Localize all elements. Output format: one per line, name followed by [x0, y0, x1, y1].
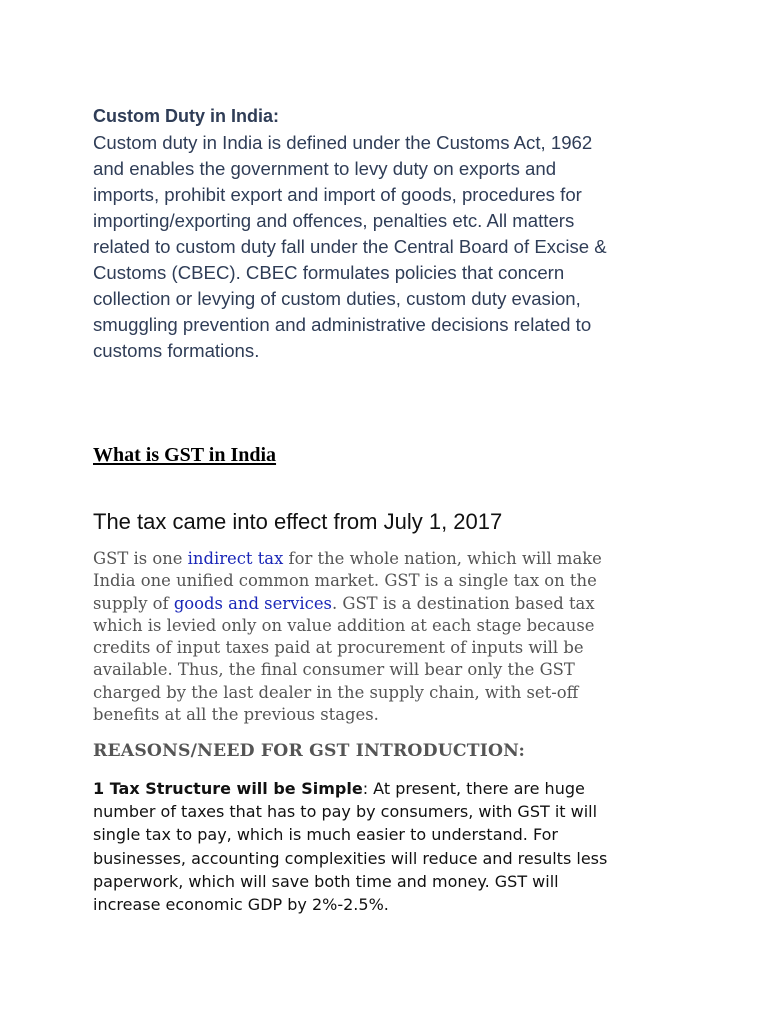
gst-line: benefits at all the previous stages.: [93, 705, 379, 725]
reason-line: [93, 777, 693, 800]
gst-text: . GST is a destination based tax: [331, 593, 595, 613]
reason-line: single tax to pay, which is much easier to understand. For: [93, 825, 558, 845]
gst-line: charged by the last dealer in the supply chain, with set-off: [93, 682, 579, 702]
custom-duty-line: smuggling prevention and administrative decisions related to: [93, 314, 592, 335]
gst-line: [93, 548, 693, 570]
gst-text: for the whole nation, which will make: [283, 549, 602, 568]
reason-line: businesses, accounting complexities will reduce and results less: [93, 848, 608, 868]
goods-and-services-link[interactable]: goods and services: [173, 593, 332, 613]
custom-duty-heading: Custom Duty in India:: [93, 106, 279, 126]
gst-paragraph: [93, 548, 693, 726]
custom-duty-line: Custom duty in India is defined under the Customs Act, 1962: [93, 132, 593, 153]
gst-line: [93, 593, 693, 615]
reason-text: : At present, there are huge: [362, 779, 585, 798]
reason-title: 1 Tax Structure will be Simple: [93, 779, 363, 798]
custom-duty-line: importing/exporting and offences, penalties etc. All matters: [93, 210, 575, 231]
custom-duty-paragraph: [93, 130, 693, 364]
reason-line: increase economic GDP by 2%-2.5%.: [93, 895, 389, 915]
custom-duty-line: Customs (CBEC). CBEC formulates policies that concern: [93, 262, 565, 283]
effect-date-line: The tax came into effect from July 1, 2017: [93, 509, 503, 534]
gst-line: India one unified common market. GST is a single tax on the: [93, 571, 597, 591]
custom-duty-line: related to custom duty fall under the Central Board of Excise &: [93, 236, 607, 257]
gst-line: available. Thus, the final consumer will bear only the GST: [93, 660, 575, 680]
custom-duty-line: customs formations.: [93, 340, 260, 361]
indirect-tax-link[interactable]: indirect tax: [187, 549, 284, 568]
reason-line: number of taxes that has to pay by consumers, with GST it will: [93, 802, 598, 822]
custom-duty-line: and enables the government to levy duty on exports and: [93, 158, 557, 179]
gst-heading: What is GST in India: [93, 444, 277, 466]
gst-line: credits of input taxes paid at procurement of inputs will be: [93, 638, 584, 658]
reason-line: paperwork, which will save both time and money. GST will: [93, 871, 559, 891]
gst-text: GST is one: [93, 549, 188, 568]
custom-duty-line: imports, prohibit export and import of goods, procedures for: [93, 184, 582, 205]
reason-item-1: [93, 777, 693, 916]
custom-duty-line: collection or levying of custom duties, custom duty evasion,: [93, 288, 581, 309]
gst-line: which is levied only on value addition at each stage because: [93, 615, 595, 635]
gst-text: supply of: [93, 593, 174, 613]
reasons-heading: REASONS/NEED FOR GST INTRODUCTION:: [93, 741, 526, 761]
